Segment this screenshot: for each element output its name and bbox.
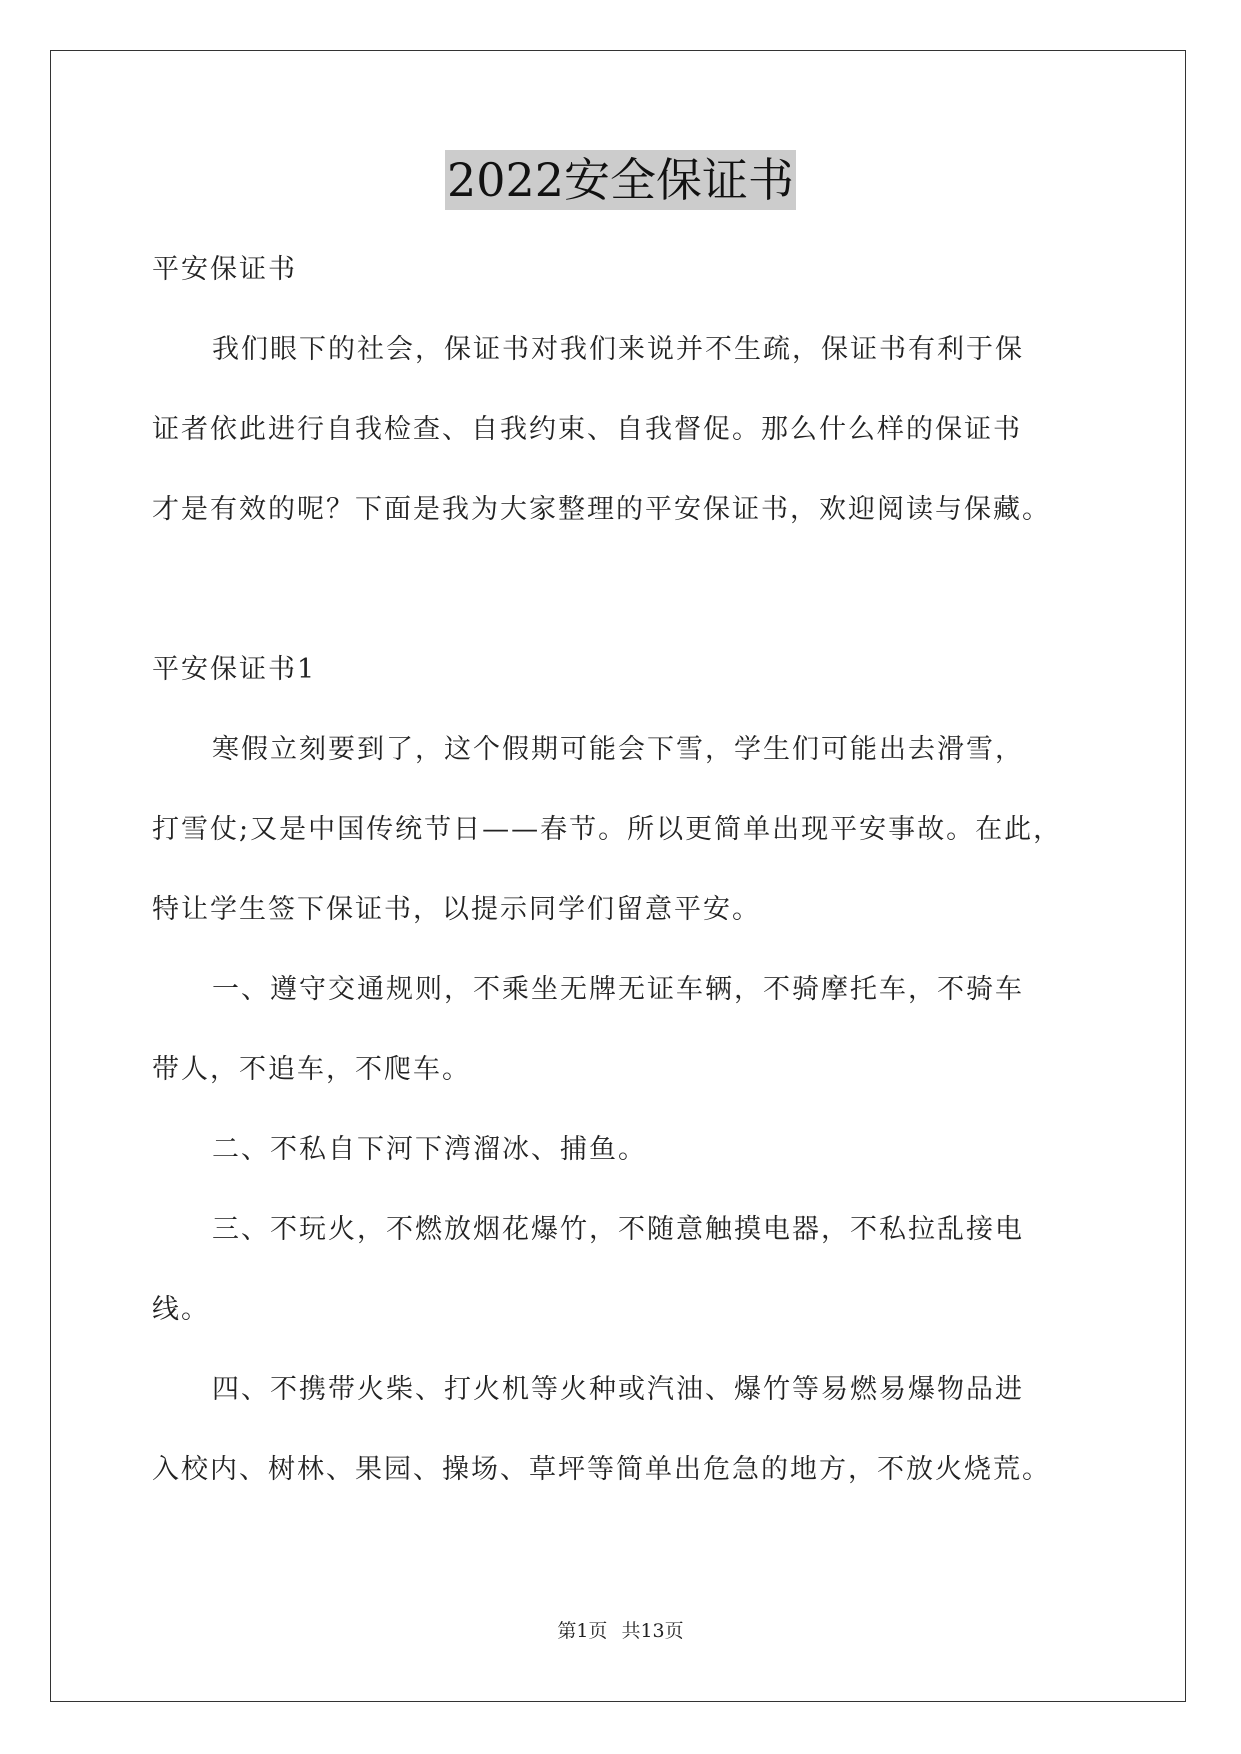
paragraph-line: 四、不携带火柴、打火机等火种或汽油、爆竹等易燃易爆物品进 — [212, 1374, 1024, 1405]
paragraph-line: 带人，不追车，不爬车。 — [152, 1054, 471, 1085]
paragraph-line: 线。 — [152, 1294, 210, 1325]
page-footer — [0, 1616, 1241, 1643]
paragraph-line: 证者依此进行自我检查、自我约束、自我督促。那么什么样的保证书 — [152, 414, 1022, 445]
paragraph-line: 寒假立刻要到了，这个假期可能会下雪，学生们可能出去滑雪， — [212, 734, 1024, 765]
paragraph-line: 三、不玩火，不燃放烟花爆竹，不随意触摸电器，不私拉乱接电 — [212, 1214, 1024, 1245]
paragraph-line: 一、遵守交通规则，不乘坐无牌无证车辆，不骑摩托车，不骑车 — [212, 974, 1024, 1005]
section-heading: 平安保证书 — [152, 254, 297, 285]
blank-line — [152, 550, 1092, 630]
paragraph-line: 入校内、树林、果园、操场、草坪等简单出危急的地方，不放火烧荒。 — [152, 1454, 1051, 1485]
document-title: 2022安全保证书 — [445, 150, 796, 210]
section-heading: 平安保证书1 — [152, 654, 317, 685]
paragraph-line: 二、不私自下河下湾溜冰、捕鱼。 — [212, 1134, 647, 1165]
document-body — [152, 230, 1092, 1510]
page-total: 共13页 — [621, 1620, 684, 1642]
paragraph-line: 特让学生签下保证书，以提示同学们留意平安。 — [152, 894, 761, 925]
title-container — [0, 150, 1241, 210]
page-number: 第1页 — [557, 1620, 608, 1642]
paragraph-line: 才是有效的呢？下面是我为大家整理的平安保证书，欢迎阅读与保藏。 — [152, 494, 1051, 525]
paragraph-line: 打雪仗;又是中国传统节日——春节。所以更简单出现平安事故。在此， — [152, 814, 1063, 845]
paragraph-line: 我们眼下的社会，保证书对我们来说并不生疏，保证书有利于保 — [212, 334, 1024, 365]
